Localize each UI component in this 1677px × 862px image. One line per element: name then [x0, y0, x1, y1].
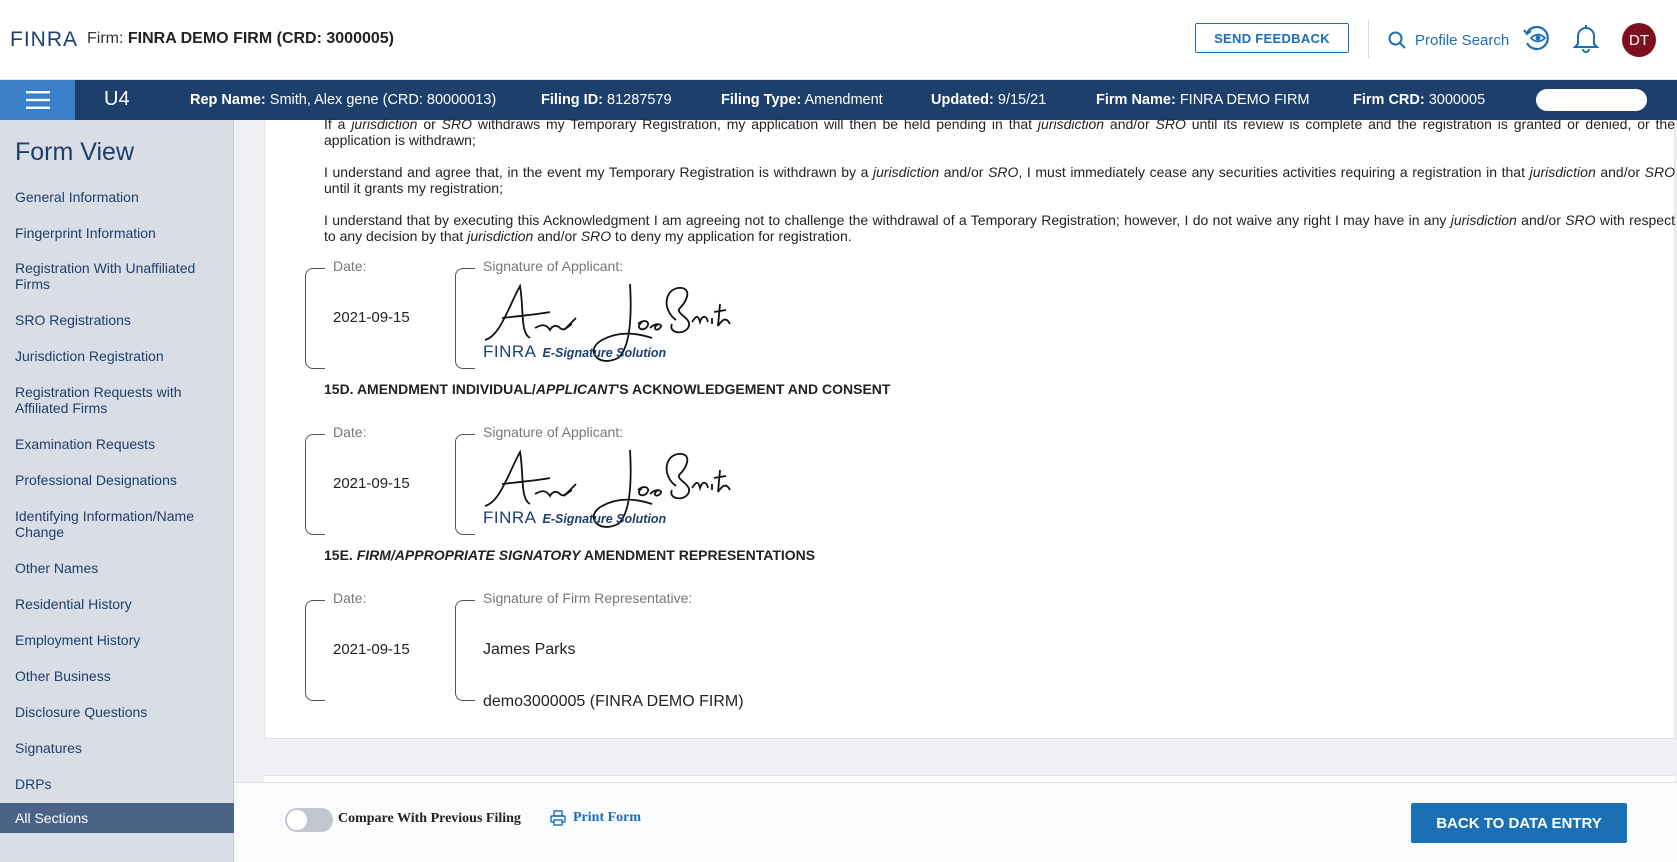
sidebar-item-examination-requests[interactable]: Examination Requests — [15, 436, 156, 452]
firm-name-info — [1096, 92, 1310, 108]
section-15d-heading — [324, 381, 890, 397]
section-15e-heading — [324, 547, 815, 563]
sidebar-item-sro-registrations[interactable]: SRO Registrations — [15, 312, 131, 328]
header-divider — [1368, 20, 1369, 58]
signature-bracket — [455, 600, 475, 701]
filing-id-label: Filing ID: — [541, 92, 604, 108]
date-bracket — [305, 268, 325, 369]
print-form-link[interactable] — [550, 810, 641, 826]
sidebar-item-jurisdiction-registration[interactable]: Jurisdiction Registration — [15, 348, 164, 364]
sidebar-item-drps[interactable]: DRPs — [15, 776, 52, 792]
firm-crd-info — [1353, 92, 1485, 108]
sidebar-item-general-information[interactable]: General Information — [15, 189, 139, 205]
date-value: 2021-09-15 — [333, 475, 410, 492]
finra-logo[interactable] — [10, 28, 78, 52]
sidebar-item-signatures[interactable]: Signatures — [15, 740, 82, 756]
hamburger-menu-button[interactable] — [0, 80, 75, 120]
signature-applicant-label: Signature of Applicant: — [483, 258, 624, 274]
section-15e-prefix: 15E. — [324, 547, 357, 563]
section-15e-suffix: AMENDMENT REPRESENTATIONS — [580, 547, 816, 563]
sidebar-item-all-sections[interactable]: All Sections — [0, 803, 234, 833]
esignature-badge — [483, 342, 666, 362]
esignature-text: E-Signature Solution — [542, 346, 667, 360]
firm-representative-name: James Parks — [483, 641, 576, 658]
profile-search-label: Profile Search — [1415, 31, 1510, 49]
sidebar-title: Form View — [15, 138, 135, 166]
back-to-data-entry-button[interactable]: BACK TO DATA ENTRY — [1411, 803, 1627, 843]
signature-applicant-label: Signature of Applicant: — [483, 424, 624, 440]
top-header — [0, 0, 1677, 80]
bottom-action-bar — [234, 782, 1677, 862]
rep-name-value: Smith, Alex gene (CRD: 80000013) — [269, 92, 497, 108]
updated-value: 9/15/21 — [997, 92, 1047, 108]
filing-type-label: Filing Type: — [721, 92, 802, 108]
date-value: 2021-09-15 — [333, 641, 410, 658]
acknowledgment-paragraph: I understand that by executing this Acknowledgment I am agreeing not to challenge the withdrawal of a Temporary Registration; however, I do not waive any right I may have in any jurisdiction and/or SRO with respect to any decision by that jurisdiction and/or SRO to deny my application for registration. — [324, 212, 1675, 244]
section-15d-prefix: 15D. AMENDMENT INDIVIDUAL/ — [324, 381, 536, 397]
firm-label: Firm: — [87, 30, 124, 47]
date-bracket — [305, 600, 325, 701]
form-code: U4 — [104, 88, 130, 110]
logo-text: FINRA — [10, 28, 78, 51]
hamburger-icon — [26, 90, 50, 110]
esignature-text: E-Signature Solution — [542, 512, 667, 526]
updated-label: Updated: — [931, 92, 994, 108]
bell-icon[interactable] — [1572, 23, 1600, 53]
sidebar-item-employment-history[interactable]: Employment History — [15, 632, 141, 648]
print-form-label: Print Form — [573, 810, 642, 825]
esignature-badge — [483, 508, 666, 528]
firm-representative-id: demo3000005 (FINRA DEMO FIRM) — [483, 693, 744, 710]
firm-crd-label: Firm CRD: — [1353, 92, 1425, 108]
firm-indicator — [87, 30, 394, 48]
filing-id-value: 81287579 — [607, 92, 672, 108]
filing-type-value: Amendment — [804, 92, 883, 108]
date-label: Date: — [333, 258, 367, 274]
sidebar-item-residential-history[interactable]: Residential History — [15, 596, 132, 612]
section-15d-suffix: 'S ACKNOWLEDGEMENT AND CONSENT — [615, 381, 891, 397]
esignature-logo: FINRA — [483, 508, 537, 527]
filing-type-info — [721, 92, 883, 108]
user-avatar[interactable]: DT — [1622, 23, 1656, 57]
sidebar-item-registration-requests-affiliated[interactable]: Registration Requests with Affiliated Firms — [15, 384, 182, 416]
firm-crd-value: 3000005 — [1428, 92, 1486, 108]
signature-firm-label: Signature of Firm Representative: — [483, 590, 693, 606]
section-15d-italic: APPLICANT — [535, 381, 616, 397]
rep-name-info — [190, 92, 496, 108]
sidebar-item-disclosure-questions[interactable]: Disclosure Questions — [15, 704, 148, 720]
sidebar-item-identifying-information[interactable]: Identifying Information/Name Change — [15, 508, 194, 540]
signature-bracket — [455, 268, 475, 369]
firm-name-label: Firm Name: — [1096, 92, 1176, 108]
withdrawal-paragraph: If a jurisdiction or SRO withdraws my Temporary Registration, my application will then be held pending in that jurisdiction and/or SRO until its review is complete and the registration is granted or denied, or the application is withdrawn; — [324, 116, 1676, 148]
esignature-logo: FINRA — [483, 342, 537, 361]
signature-bracket — [455, 434, 475, 535]
rep-name-label: Rep Name: — [190, 92, 266, 108]
toggle-knob — [287, 810, 307, 830]
date-bracket — [305, 434, 325, 535]
filing-info-bar — [0, 80, 1677, 120]
firm-value: FINRA DEMO FIRM (CRD: 3000005) — [127, 30, 394, 47]
sidebar-item-other-names[interactable]: Other Names — [15, 560, 99, 576]
search-icon — [1388, 31, 1406, 49]
send-feedback-button[interactable]: SEND FEEDBACK — [1195, 23, 1349, 53]
firm-name-value: FINRA DEMO FIRM — [1179, 92, 1310, 108]
sidebar-item-fingerprint-information[interactable]: Fingerprint Information — [15, 225, 156, 241]
sidebar-item-professional-designations[interactable]: Professional Designations — [15, 472, 177, 488]
section-15e-italic: FIRM/APPROPRIATE SIGNATORY — [356, 547, 581, 563]
updated-info — [931, 92, 1046, 108]
view-history-icon[interactable] — [1523, 24, 1551, 52]
compare-toggle[interactable] — [285, 808, 333, 832]
profile-search-link[interactable] — [1388, 28, 1509, 52]
date-label: Date: — [333, 590, 367, 606]
signatures-card — [264, 116, 1676, 739]
filing-id-info — [541, 92, 672, 108]
printer-icon — [550, 810, 566, 826]
date-value: 2021-09-15 — [333, 309, 410, 326]
sidebar-item-other-business[interactable]: Other Business — [15, 668, 111, 684]
compare-label: Compare With Previous Filing — [338, 811, 521, 826]
form-view-sidebar — [0, 120, 234, 862]
sidebar-item-registration-unaffiliated-firms[interactable]: Registration With Unaffiliated Firms — [15, 260, 196, 292]
info-bar-pill[interactable] — [1536, 89, 1647, 111]
cease-activities-paragraph: I understand and agree that, in the event my Temporary Registration is withdrawn by a jurisdiction and/or SRO, I must immediately cease any securities activities requiring a registration in that jurisdiction and/or SRO until it grants my registration; — [324, 164, 1675, 196]
date-label: Date: — [333, 424, 367, 440]
form-content-area — [234, 116, 1677, 782]
